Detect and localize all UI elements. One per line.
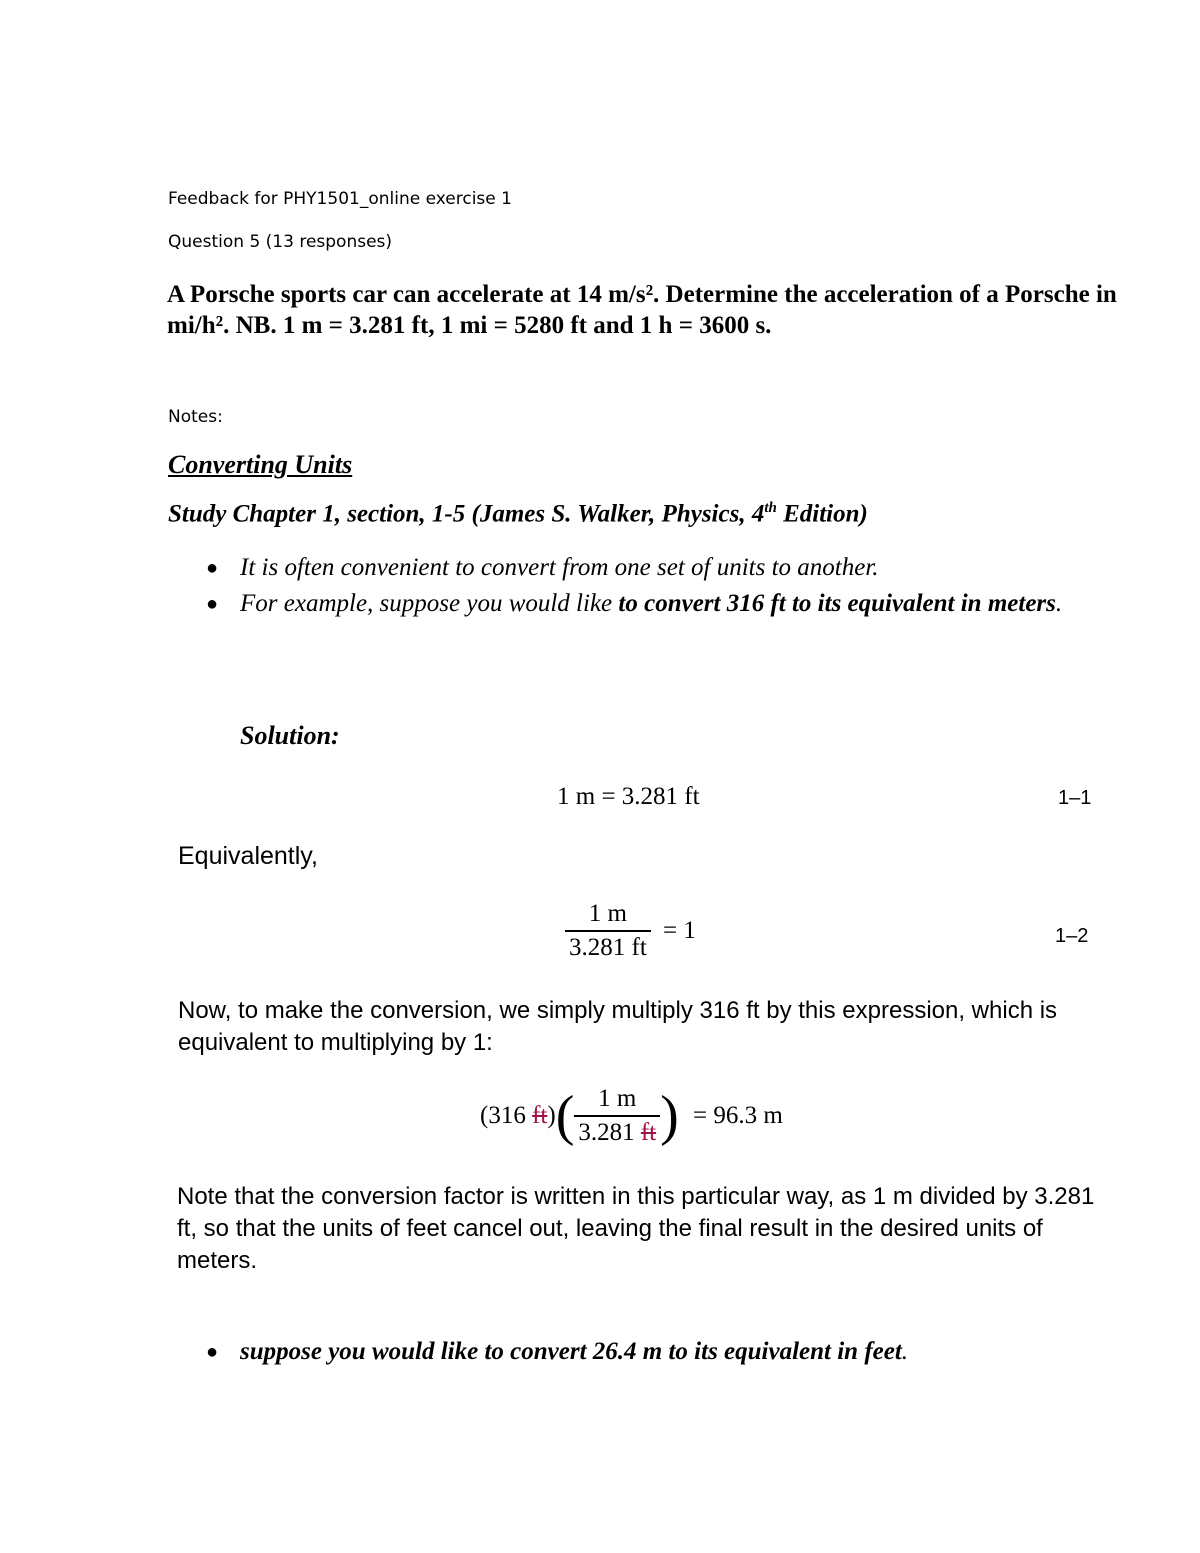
study-reference xyxy=(168,500,868,528)
bullet-icon: ● xyxy=(206,593,219,615)
solution-label: Solution: xyxy=(240,721,340,750)
study-sup: th xyxy=(764,500,777,516)
equation-3-denominator xyxy=(574,1117,660,1147)
equation-2-numerator: 1 m xyxy=(565,900,651,932)
equation-3-denominator-unit: ft xyxy=(640,1119,657,1146)
question-line-2: mi/h². NB. 1 m = 3.281 ft, 1 mi = 5280 ft and 1 h = 3600 s. xyxy=(167,312,772,339)
equation-2-number: 1–2 xyxy=(1055,925,1089,947)
equation-3 xyxy=(480,1085,783,1147)
equation-2 xyxy=(565,900,696,962)
equation-2-fraction xyxy=(565,900,651,962)
equivalently-text: Equivalently, xyxy=(178,842,318,870)
equation-2-rhs: = 1 xyxy=(663,917,696,944)
equation-3-numerator: 1 m xyxy=(574,1085,660,1117)
bullet-text-2-bold: to convert 316 ft to its equivalent in meters xyxy=(618,590,1056,617)
equation-1-number: 1–1 xyxy=(1058,787,1092,809)
bullet-text-2-end: . xyxy=(1055,590,1063,617)
study-suffix: Edition) xyxy=(776,500,868,528)
notes-label: Notes: xyxy=(168,407,223,427)
study-prefix: Study Chapter 1, section, 1-5 (James S. Walker, Physics, 4 xyxy=(168,500,765,528)
section-title: Converting Units xyxy=(168,450,353,479)
equation-3-denominator-prefix: 3.281 xyxy=(578,1119,641,1146)
close-paren: ) xyxy=(660,1085,679,1147)
equation-1: 1 m = 3.281 ft xyxy=(557,783,700,810)
list-item xyxy=(168,587,1068,621)
bullet-icon: ● xyxy=(206,557,219,579)
list-item xyxy=(168,1335,1068,1369)
bullet-text-3: suppose you would like to convert 26.4 m to its equivalent in feet xyxy=(240,1338,902,1365)
bullet-icon: ● xyxy=(206,1341,219,1363)
feedback-title: Feedback for PHY1501_online exercise 1 xyxy=(168,189,512,209)
notes-bullet-list xyxy=(168,551,1068,621)
equation-3-fraction xyxy=(574,1085,660,1147)
question-line-1: A Porsche sports car can accelerate at 14 m/s². Determine the acceleration of a Porsche in xyxy=(167,281,1117,308)
question-label: Question 5 (13 responses) xyxy=(168,232,393,252)
open-paren: ( xyxy=(555,1085,575,1147)
note-paragraph: Note that the conversion factor is written in this particular way, as 1 m divided by 3.281 ft, so that the units of feet cancel out, leaving the final result in the desired units of meters. xyxy=(177,1183,1095,1274)
equation-3-lhs-unit: ft xyxy=(532,1102,548,1129)
bullet-text-2-plain: For example, suppose you would like xyxy=(240,590,619,617)
equation-2-denominator: 3.281 ft xyxy=(569,934,647,961)
conversion-paragraph: Now, to make the conversion, we simply multiply 316 ft by this expression, which is equivalent to multiplying by 1: xyxy=(178,997,1058,1056)
question-text xyxy=(167,279,1127,341)
bullet-text-3-end: . xyxy=(901,1338,909,1365)
equation-3-lhs-suffix: ) xyxy=(547,1102,556,1129)
equation-3-rhs: = 96.3 m xyxy=(693,1102,783,1129)
equation-3-lhs xyxy=(480,1102,556,1129)
final-bullet-list xyxy=(168,1335,1068,1369)
equation-3-lhs-prefix: (316 xyxy=(480,1102,533,1129)
list-item xyxy=(168,551,1068,585)
bullet-text-1: It is often convenient to convert from one set of units to another. xyxy=(240,554,879,581)
